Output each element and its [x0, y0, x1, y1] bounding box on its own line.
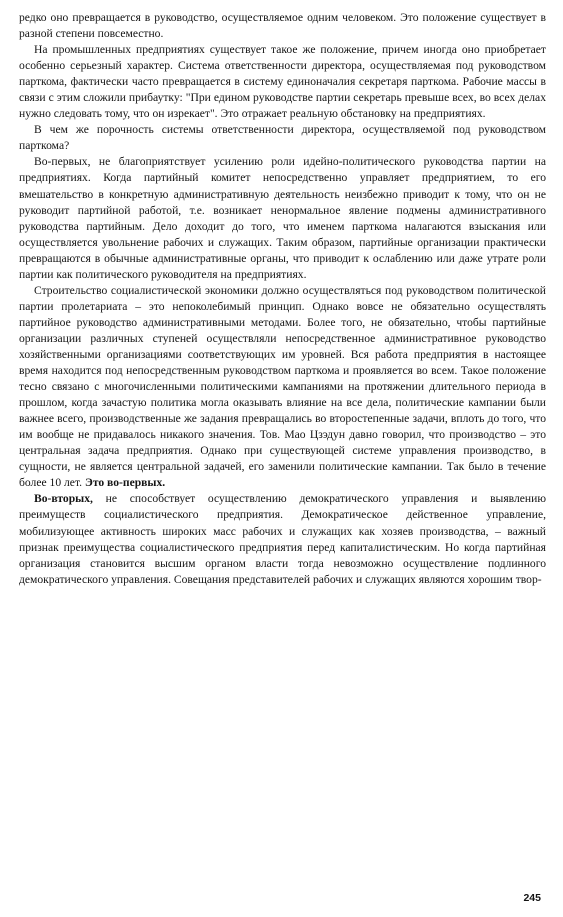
- paragraph-5: [19, 283, 546, 492]
- paragraph-6: [19, 491, 546, 587]
- paragraph-1: [19, 10, 546, 42]
- paragraph-2-text: На промышленных предприятиях существует такое же положение, причем иногда оно приобретает особенно серьезный характер. Система ответственности директора, осуществляемая под руководством парткома, фактически часто превращается в систему единоначалия секретаря парткома. Рабочие массы в связи с этим сложили прибаутку: "При едином руководстве партии секретарь превыше всех, во всех делах нужно следовать тому, что он изрекает". Это отражает реальную обстановку на предприятиях.: [19, 43, 546, 121]
- paragraph-1-text: редко оно превращается в руководство, осуществляемое одним человеком. Это положение существует в разной степени повсеместно.: [19, 11, 546, 41]
- paragraph-4: [19, 154, 546, 282]
- paragraph-5-bold-tail: Это во-первых.: [84, 476, 166, 490]
- document-page: [19, 10, 546, 588]
- paragraph-6-text: не способствует осуществлению демократического управления и выявлению преимуществ социалистического предприятия. Демократическое действенное управление, мобилизующее активность широких масс рабочих и служащих как хозяев производства, – важный признак преимущества социалистического предприятия перед капиталистическим. Но когда партийная организация становится высшим органом власти тогда невозможно осуществление подлинного демократического управления. Совещания представителей рабочих и служащих являются хорошим твор-: [19, 492, 546, 586]
- page-number: 245: [523, 892, 541, 904]
- paragraph-5-text: Строительство социалистической экономики должно осуществляться под руководством политической партии пролетариата – это непоколебимый принцип. Однако вовсе не обязательно осуществлять партийное руководство административными методами. Более того, не обязательно, чтобы партийные организации различных ступеней осуществляли непосредственное административное руководство хозяйственными организациями соответствующих им уровней. Вся работа предприятия в настоящее время находится под непосредственным руководством парткома и проявляется во всем. Такое положение тесно связано с многочисленными политическими кампаниями на протяжении длительного периода в прошлом, когда зачастую политика могла оказывать влияние на все дела, политические кампании были важнее всего, производственные же задания превращались во второстепенные задачи, вплоть до того, что им вообще не придавалось никакого значения. Тов. Мао Цзэдун давно говорил, что производство – это центральная задача предприятия. Однако при существующей системе управления производство, в сущности, не является центральной задачей, его заменили политические кампании. Так было в течение более 10 лет.: [19, 283, 546, 490]
- paragraph-2: [19, 42, 546, 122]
- paragraph-3-text: В чем же порочность системы ответственности директора, осуществляемой под руководством парткома?: [19, 123, 546, 153]
- paragraph-4-text: Во-первых, не благоприятствует усилению роли идейно-политического руководства партии на предприятиях. Когда партийный комитет непосредственно управляет предприятием, то его вмешательство в конкретную административную деятельность неизбежно приводит к тому, что он не руководит партийной работой, т.е. возникает ненормальное явление подмены административного руководства партийным. Дело доходит до того, что именем парткома налагаются взыскания или осуществляется увольнение рабочих и служащих. Таким образом, партийные организации практически превращаются в обычные административные органы, что приводит к ослаблению или даже утрате роли партии как политического руководителя на предприятиях.: [19, 155, 546, 281]
- paragraph-6-bold-lead: Во-вторых,: [34, 492, 93, 506]
- paragraph-3: [19, 122, 546, 154]
